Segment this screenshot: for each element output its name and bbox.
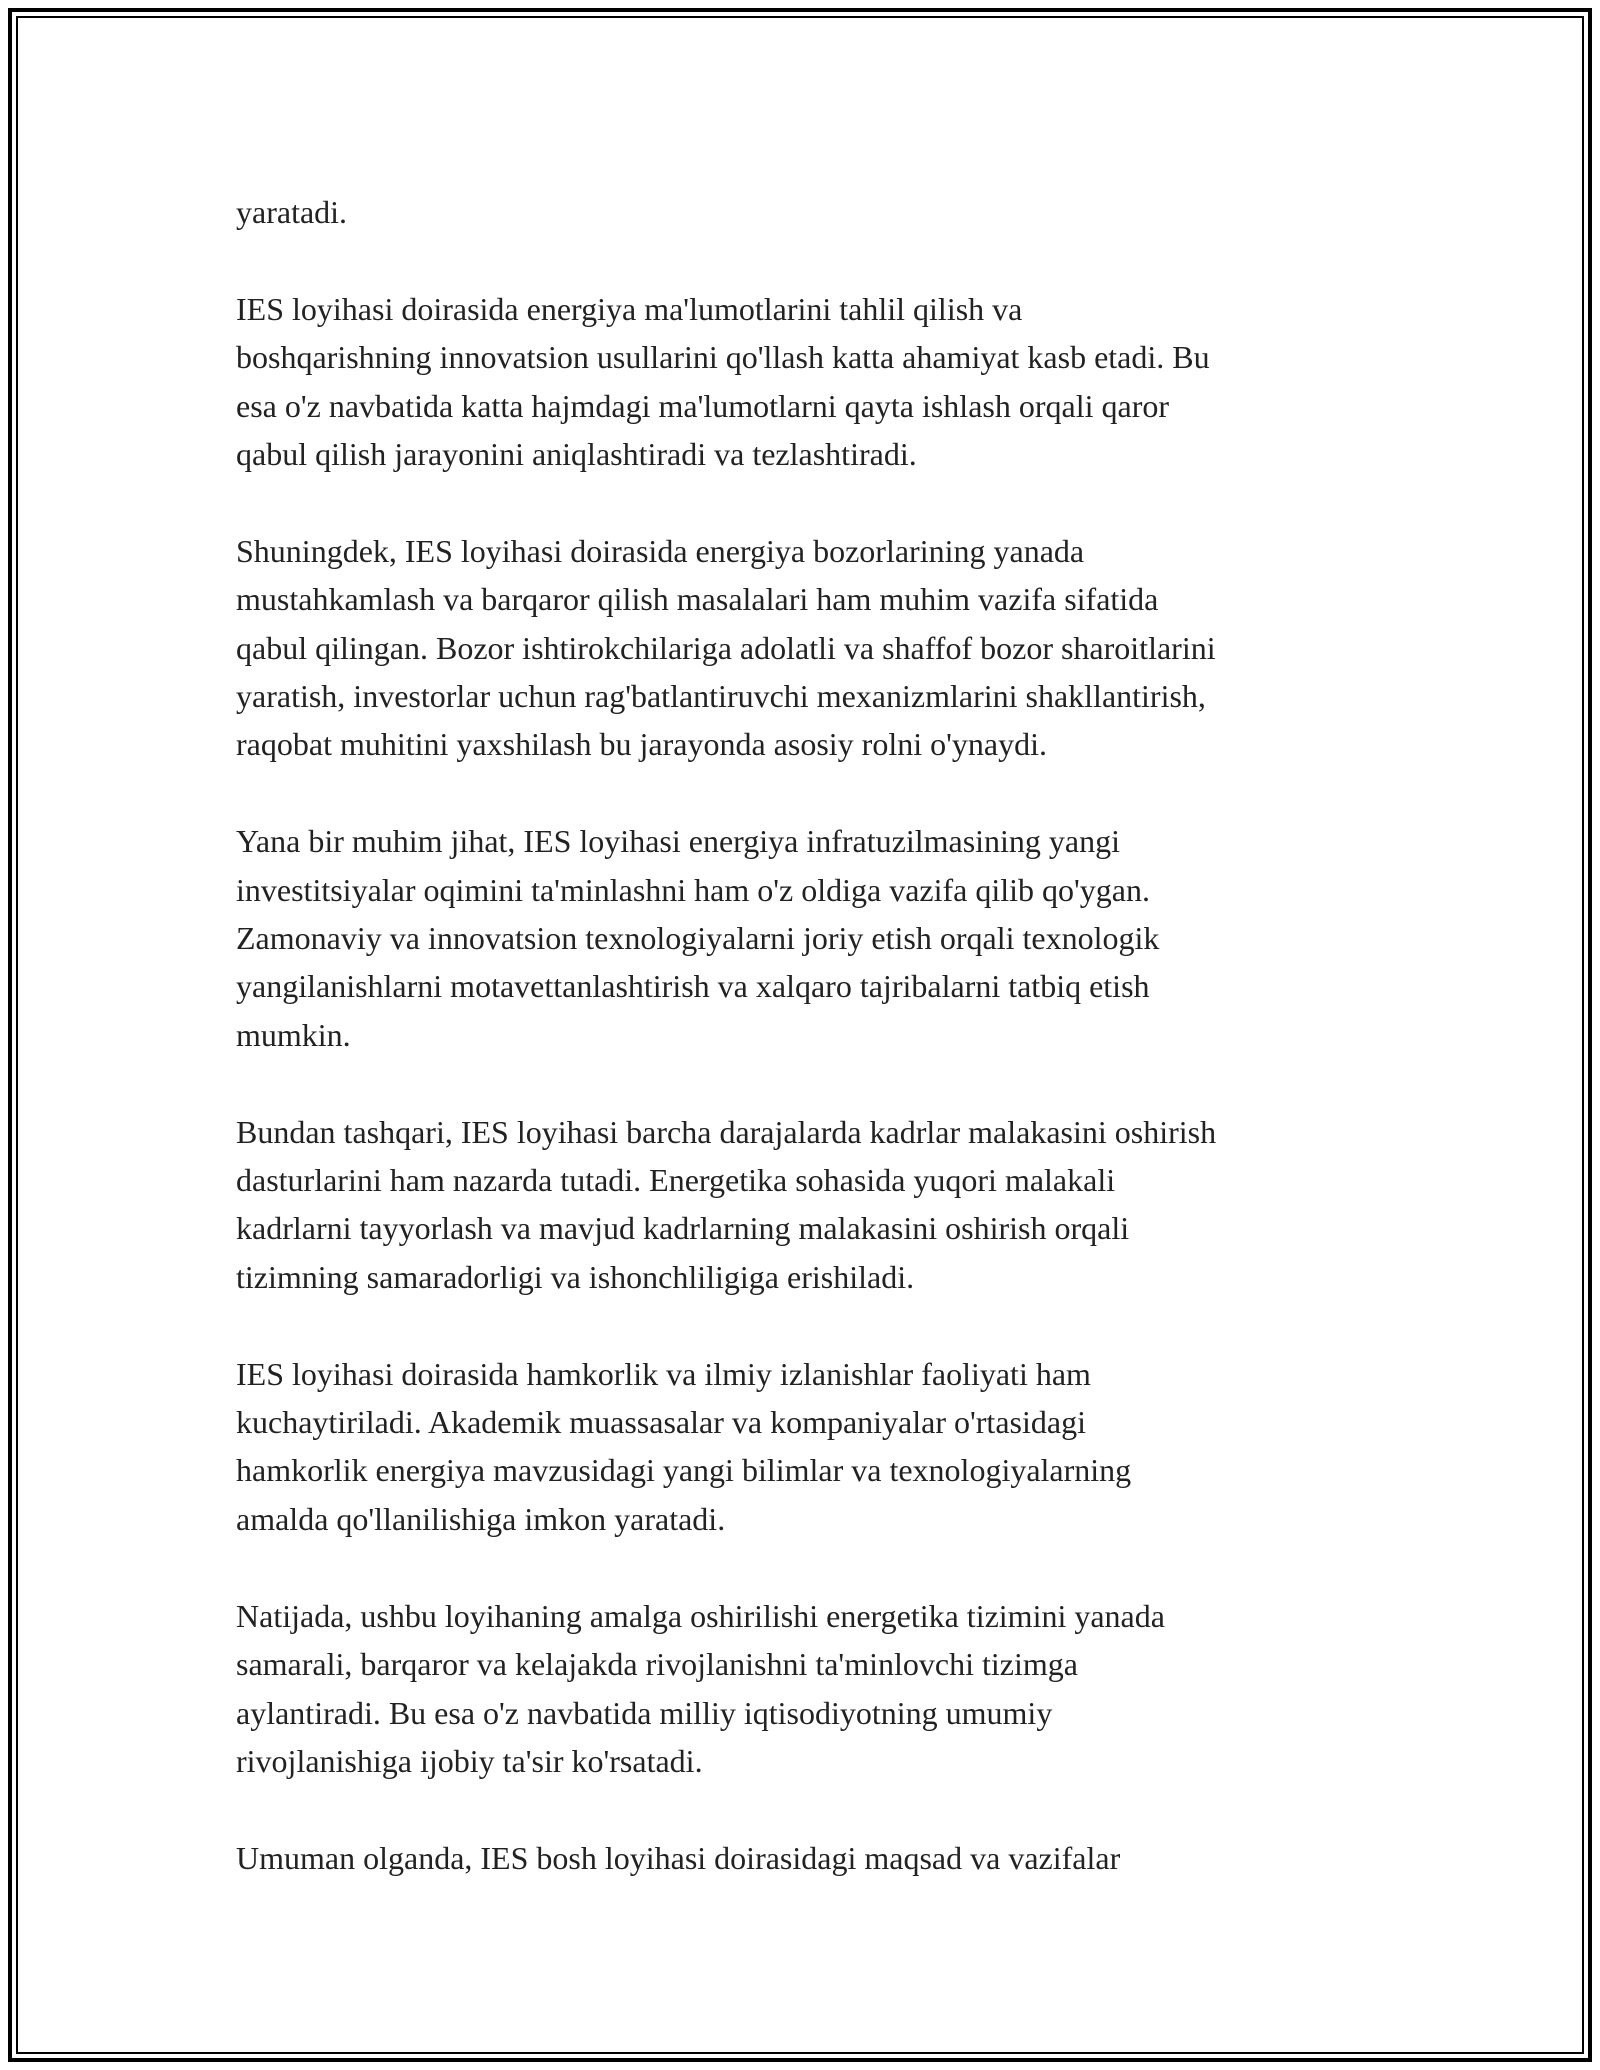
- paragraph-1: yaratadi.: [236, 194, 348, 230]
- paragraph-2: IES loyihasi doirasida energiya ma'lumotlarini tahlil qilish va boshqarishning innovatsion usullarini qo'llash katta ahamiyat kasb etadi. Bu esa o'z navbatida katta hajmdagi ma'lumotlarni qayta ishlash orqali qaror qabul qilish jarayonini aniqlashtiradi va tezlashtiradi.: [236, 290, 1210, 473]
- paragraph-8: Umuman olganda, IES bosh loyihasi doirasidagi maqsad va vazifalar: [236, 1839, 1121, 1876]
- paragraph-7: Natijada, ushbu loyihaning amalga oshirilishi energetika tizimini yanada samarali, barqaror va kelajakda rivojlanishni ta'minlovchi tizimga aylantiradi. Bu esa o'z navbatida milliy iqtisodiyotning umumiy rivojlanishiga ijobiy ta'sir ko'rsatadi.: [236, 1597, 1165, 1779]
- paragraph-5: Bundan tashqari, IES loyihasi barcha darajalarda kadrlar malakasini oshirish dasturlarini ham nazarda tutadi. Energetika sohasida yuqori malakali kadrlarni tayyorlash va mavjud kadrlarning malakasini oshirish orqali tizimning samaradorligi va ishonchliligiga erishiladi.: [236, 1113, 1217, 1295]
- document-body: [236, 188, 1416, 1931]
- paragraph-3: Shuningdek, IES loyihasi doirasida energiya bozorlarining yanada mustahkamlash va barqaror qilish masalalari ham muhim vazifa sifatida qabul qilingan. Bozor ishtirokchilariga adolatli va shaffof bozor sharoitlarini yaratish, investorlar uchun rag'batlantiruvchi mexanizmlarini shakllantirish, raqobat muhitini yaxshilash bu jarayonda asosiy rolni o'ynaydi.: [236, 532, 1216, 763]
- paragraph-6: IES loyihasi doirasida hamkorlik va ilmiy izlanishlar faoliyati ham kuchaytiriladi. Akademik muassasalar va kompaniyalar o'rtasidagi hamkorlik energiya mavzusidagi yangi bilimlar va texnologiyalarning amalda qo'llanilishiga imkon yaratadi.: [236, 1355, 1132, 1537]
- paragraph-4: Yana bir muhim jihat, IES loyihasi energiya infratuzilmasining yangi investitsiyalar oqimini ta'minlashni ham o'z oldiga vazifa qilib qo'ygan. Zamonaviy va innovatsion texnologiyalarni joriy etish orqali texnologik yangilanishlarni motavettanlashtirish va xalqaro tajribalarni tatbiq etish mumkin.: [236, 823, 1160, 1053]
